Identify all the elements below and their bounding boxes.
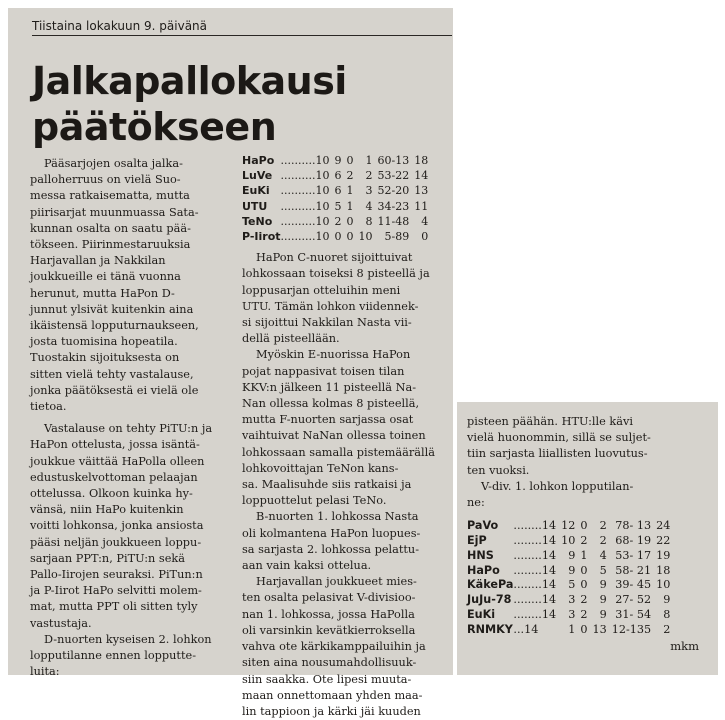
text-line: vielä huonommin, sillä se suljet- (467, 431, 651, 445)
text-line: oli varsinkin kevätkierroksella (242, 623, 416, 637)
text-line: lohkossaan toiseksi 8 pisteellä ja (242, 267, 430, 281)
text-line: siin saakka. Ote lipesi muuta- (242, 672, 412, 686)
stat-cell: 2 (580, 608, 588, 621)
text-line: mutta F-nuorten sarjassa osat (242, 413, 414, 427)
stat-cell: 12-135 (611, 622, 652, 636)
team-name: TeNo (242, 214, 273, 228)
text-line: D-nuorten kyseisen 2. lohkon (44, 632, 212, 646)
lead-line: tietoa. (30, 400, 67, 414)
stat-cell: ........14 (513, 548, 557, 562)
stat-cell: 18 (414, 154, 429, 167)
right-newspaper-clipping (457, 402, 718, 675)
stat-cell: 1 (346, 184, 354, 198)
text-line: si sijoittui Nakkilan Nasta vii- (242, 316, 412, 330)
text-line: ottelussa. Olkoon kuinka hy- (30, 487, 193, 501)
d-juniors-standings-table (242, 153, 428, 244)
author-signature: mkm (670, 638, 699, 653)
stat-cell: 0 (580, 578, 588, 592)
stat-cell: 1 (346, 199, 354, 213)
stat-cell: ..........10 (280, 154, 330, 167)
lead-line: piirisarjat muunmuassa Sata- (30, 205, 199, 219)
text-line: vastustaja. (30, 616, 92, 630)
stat-cell: 34-23 (377, 199, 410, 213)
lead-line: Tuostakin sijoituksesta on (30, 351, 180, 365)
stat-cell: 4 (365, 199, 373, 213)
stat-cell: 2 (580, 593, 588, 607)
text-line: pojat nappasivat toisen tilan (242, 364, 405, 378)
text-line: dellä pisteellään. (242, 332, 340, 346)
standings-row (242, 153, 428, 168)
stat-cell: ........14 (513, 519, 557, 533)
stat-cell: ..........10 (280, 169, 330, 183)
standings-row (242, 229, 428, 244)
stat-cell: ........14 (513, 593, 557, 607)
text-line: pisteen päähän. HTU:lle kävi (467, 415, 633, 428)
standings-row (467, 564, 670, 579)
headline-line-1: Jalkapallokausi (32, 59, 347, 103)
stat-cell: 10 (358, 230, 373, 244)
v-division-standings-table (467, 519, 670, 637)
text-line: Nan ollessa kolmas 8 pisteellä, (242, 397, 420, 411)
text-line: joukkue väittää HaPolla olleen (30, 454, 205, 468)
column-1-body (30, 421, 235, 680)
team-name: UTU (242, 199, 268, 213)
team-name: HaPo (467, 563, 500, 577)
stat-cell: 24 (656, 519, 671, 533)
right-text (467, 414, 707, 511)
text-line: lopputilanne ennen lopputte- (30, 649, 197, 663)
stat-cell: 60-13 (377, 154, 410, 167)
team-name: HaPo (242, 154, 275, 167)
stat-cell: 39- 45 (615, 578, 652, 592)
stat-cell: 9 (663, 593, 671, 607)
text-line: loppusarjan otteluihin meni (242, 283, 401, 297)
stat-cell: 2 (334, 214, 342, 228)
lead-line: ikäistensä lopputurnaukseen, (30, 319, 199, 333)
stat-cell: 9 (599, 578, 607, 592)
stat-cell: 4 (599, 548, 607, 562)
standings-row (467, 623, 670, 638)
text-line: voitti lohkonsa, jonka ansiosta (30, 519, 204, 533)
stat-cell: 2 (346, 169, 354, 183)
text-line: oli kolmantena HaPon luopues- (242, 526, 421, 540)
stat-cell: 2 (580, 534, 588, 548)
stat-cell: 1 (568, 622, 576, 636)
stat-cell: 22 (656, 534, 671, 548)
stat-cell: 9 (599, 608, 607, 621)
text-line: edustuskelvottoman pelaajan (30, 470, 198, 484)
text-line: ten osalta pelasivat V-divisioo- (242, 591, 416, 605)
stat-cell: 8 (365, 214, 373, 228)
stat-cell: ........14 (513, 534, 557, 548)
right-clipping-body (467, 414, 707, 654)
text-line: Pallo-Iirojen seuraksi. PiTun:n (30, 568, 203, 582)
text-line: KKV:n jälkeen 11 pisteellä Na- (242, 380, 417, 394)
text-line: vaihtuivat NaNan ollessa toinen (242, 429, 426, 443)
stat-cell: 0 (346, 214, 354, 228)
stat-cell: 27- 52 (615, 593, 652, 607)
standings-row (242, 214, 428, 229)
stat-cell: 0 (580, 519, 588, 533)
text-line: V-div. 1. lohkon lopputilan- (481, 479, 634, 493)
text-line: Harjavallan joukkueet mies- (256, 575, 417, 589)
stat-cell: 9 (334, 154, 342, 167)
stat-cell: 13 (414, 184, 429, 198)
lead-line: palloherruus on vielä Suo- (30, 173, 181, 187)
headline-line-2: päätökseen (32, 105, 277, 149)
team-name: EjP (467, 534, 487, 548)
stat-cell: ........14 (513, 563, 557, 577)
stat-cell: 10 (561, 534, 576, 548)
lead-line: jonka päätöksestä ei vielä ole (30, 383, 199, 397)
stat-cell: 68- 19 (615, 534, 652, 548)
stat-cell: 2 (365, 169, 373, 183)
lead-line: sitten vielä tehty vastalause, (30, 367, 194, 381)
stat-cell: 3 (568, 608, 576, 621)
stat-cell: 6 (334, 184, 342, 198)
text-line: tiin sarjasta liiallisten luovutus- (467, 447, 648, 461)
stat-cell: 3 (365, 184, 373, 198)
standings-row (242, 183, 428, 198)
standings-row (467, 593, 670, 608)
stat-cell: 0 (346, 230, 354, 244)
stat-cell: 1 (365, 154, 373, 167)
text-line: loppuottelut pelasi TeNo. (242, 494, 387, 508)
stat-cell: 2 (599, 534, 607, 548)
column-2-body (242, 250, 448, 720)
text-line: HaPon ottelusta, jossa isäntä- (30, 438, 200, 452)
lead-paragraph (30, 156, 235, 415)
standings-row (467, 549, 670, 564)
team-name: RNMKY (467, 622, 513, 636)
team-name: EuKi (242, 184, 270, 198)
stat-cell: 11-48 (377, 214, 410, 228)
text-line: Vastalause on tehty PiTU:n ja (44, 422, 213, 436)
stat-cell: 9 (568, 563, 576, 577)
stat-cell: ..........10 (280, 230, 330, 244)
stat-cell: 9 (599, 593, 607, 607)
text-line: ja P-Iirot HaPo selvitti molem- (30, 584, 202, 598)
lead-line: tökseen. Piirinmestaruuksia (30, 238, 191, 252)
text-line: lin tappioon ja kärki jäi kuuden (242, 704, 421, 718)
stat-cell: ...14 (513, 622, 539, 636)
dateline: Tiistaina lokakuun 9. päivänä (32, 19, 452, 36)
text-line: pääsi neljän joukkueen loppu- (30, 535, 202, 549)
stat-cell: 13 (592, 622, 607, 636)
stat-cell: 4 (421, 214, 429, 228)
stat-cell: 53- 17 (615, 548, 652, 562)
stat-cell: 18 (656, 563, 671, 577)
standings-row (467, 608, 670, 623)
text-line: Myöskin E-nuorissa HaPon (256, 348, 411, 362)
stat-cell: 19 (656, 548, 671, 562)
text-line: HaPon C-nuoret sijoittuivat (256, 251, 413, 265)
stat-cell: ........14 (513, 608, 557, 621)
stat-cell: ..........10 (280, 199, 330, 213)
left-newspaper-clipping (8, 8, 453, 718)
stat-cell: 10 (656, 578, 671, 592)
team-name: PaVo (467, 519, 499, 533)
stat-cell: 12 (561, 519, 576, 533)
team-name: P-Iirot (242, 230, 281, 244)
stat-cell: 14 (414, 169, 429, 183)
text-line: lohkovoittajan TeNon kans- (242, 461, 399, 475)
team-name: JuJu-78 (467, 593, 512, 607)
text-line: vahva ote kärkikamppailuihin ja (242, 640, 426, 654)
stat-cell: 11 (414, 199, 429, 213)
stat-cell: 52-20 (377, 184, 410, 198)
text-line: ten vuoksi. (467, 463, 530, 477)
standings-row (242, 168, 428, 183)
text-line: sa sarjasta 2. lohkossa pelattu- (242, 542, 420, 556)
standings-row (467, 578, 670, 593)
team-name: EuKi (467, 608, 496, 621)
stat-cell: 2 (663, 622, 671, 636)
lead-line: joukkueille ei tänä vuonna (30, 270, 181, 284)
standings-row (467, 534, 670, 549)
text-line: B-nuorten 1. lohkossa Nasta (256, 510, 419, 524)
stat-cell: 78- 13 (615, 519, 652, 533)
article-column-1 (30, 156, 235, 681)
text-line: vänsä, niin HaPo kuitenkin (30, 503, 184, 517)
lead-line: josta tuomisina hopeatila. (30, 335, 178, 349)
standings-row (467, 519, 670, 534)
text-line: ne: (467, 496, 485, 510)
stat-cell: 1 (580, 548, 588, 562)
text-line: siten aina nousumahdollisuuk- (242, 656, 417, 670)
text-line: aan vain kaksi ottelua. (242, 559, 372, 573)
lead-line: Harjavallan ja Nakkilan (30, 254, 166, 268)
stat-cell: 0 (334, 230, 342, 244)
stat-cell: ..........10 (280, 184, 330, 198)
stat-cell: 5-89 (384, 230, 410, 244)
team-name: KäkePa (467, 578, 514, 592)
stat-cell: 6 (334, 169, 342, 183)
stat-cell: 0 (346, 154, 354, 167)
lead-line: junnut ylsivät kuitenkin aina (30, 302, 194, 316)
stat-cell: 31- 54 (615, 608, 652, 621)
stat-cell: 3 (568, 593, 576, 607)
text-line: sarjaan PPT:n, PiTU:n sekä (30, 551, 185, 565)
text-line: mat, mutta PPT oli sitten tyly (30, 600, 198, 614)
lead-line: messa ratkaisematta, mutta (30, 189, 190, 203)
headline (32, 58, 452, 150)
article-column-2 (242, 153, 448, 720)
team-name: LuVe (242, 169, 273, 183)
stat-cell: 0 (580, 622, 588, 636)
lead-line: Pääsarjojen osalta jalka- (44, 157, 183, 170)
stat-cell: 8 (663, 608, 671, 621)
text-line: UTU. Tämän lohkon viidennek- (242, 299, 419, 313)
stat-cell: ..........10 (280, 214, 330, 228)
text-line: maan onnettomaan yhden maa- (242, 688, 423, 702)
text-line: luita: (30, 665, 60, 679)
stat-cell: 5 (334, 199, 342, 213)
text-line: lohkossaan samalla pistemäärällä (242, 445, 435, 459)
text-line: nan 1. lohkossa, jossa HaPolla (242, 607, 415, 621)
team-name: HNS (467, 548, 494, 562)
lead-line: kunnan osalta on saatu pää- (30, 221, 191, 235)
stat-cell: 5 (568, 578, 576, 592)
text-line: sa. Maalisuhde siis ratkaisi ja (242, 478, 412, 492)
stat-cell: 5 (599, 563, 607, 577)
stat-cell: 0 (421, 230, 429, 244)
lead-line: herunut, mutta HaPon D- (30, 286, 175, 300)
stat-cell: 53-22 (377, 169, 410, 183)
stat-cell: ........14 (513, 578, 557, 592)
stat-cell: 0 (580, 563, 588, 577)
stat-cell: 9 (568, 548, 576, 562)
stat-cell: 2 (599, 519, 607, 533)
standings-row (242, 199, 428, 214)
stat-cell: 58- 21 (615, 563, 652, 577)
